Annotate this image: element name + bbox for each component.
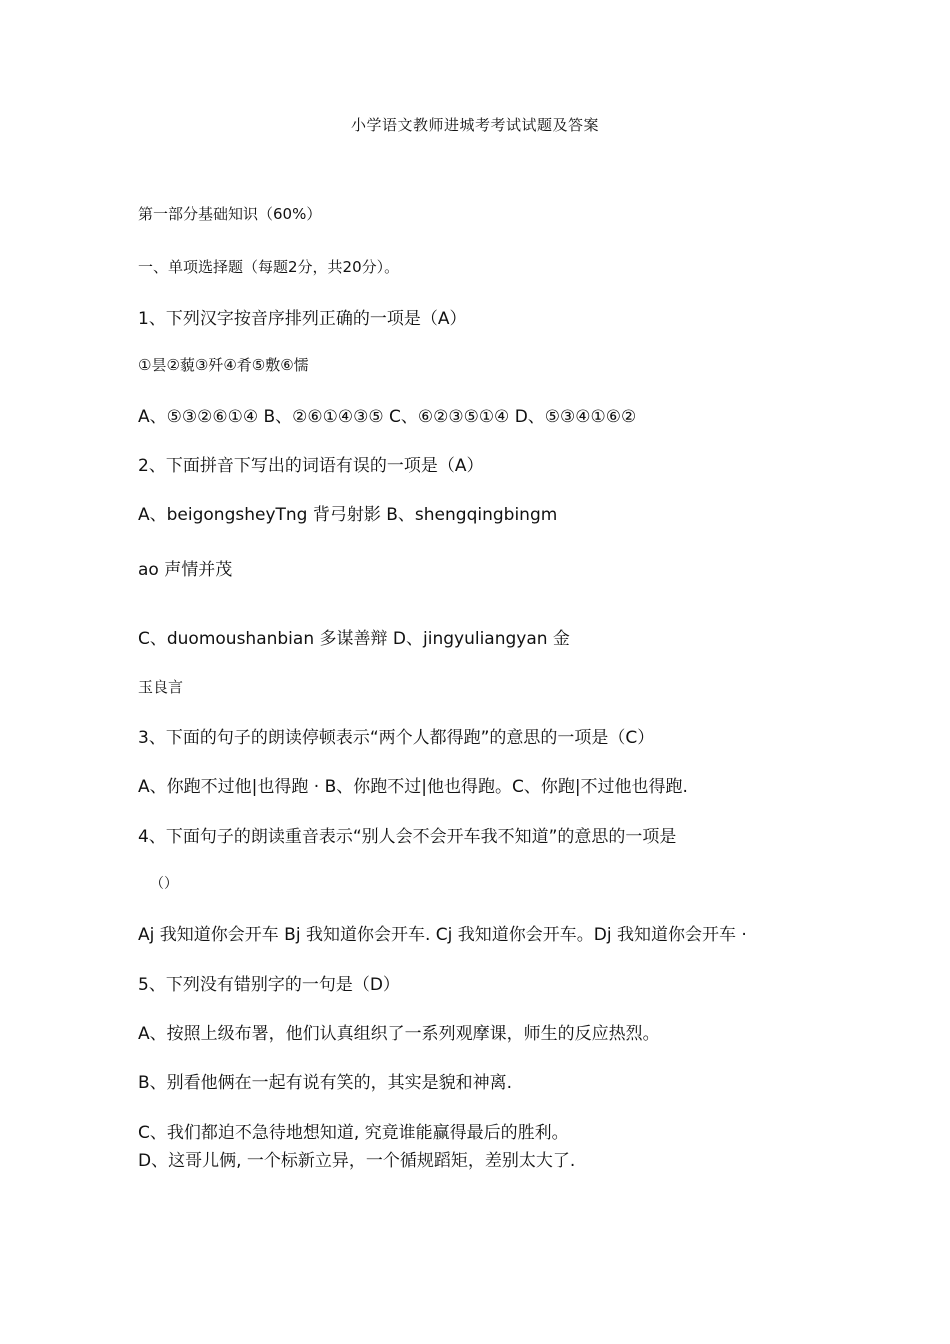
question-1: 1、下列汉字按音序排列正确的一项是（A） xyxy=(138,309,467,329)
question-3: 3、下面的句子的朗读停顿表示“两个人都得跑”的意思的一项是（C） xyxy=(138,728,655,748)
question-4: 4、下面句子的朗读重音表示“别人会不会开车我不知道”的意思的一项是 xyxy=(138,827,677,847)
question-4-options: Aj 我知道你会开车 Bj 我知道你会开车. Cj 我知道你会开车。Dj 我知道你会开车 · xyxy=(138,925,747,945)
question-5: 5、下列没有错别字的一句是（D） xyxy=(138,975,400,995)
question-5-option-d: D、这哥儿俩, 一个标新立异，一个循规蹈矩，差别太大了. xyxy=(138,1151,576,1171)
question-5-option-a: A、按照上级布署，他们认真组织了一系列观摩课，师生的反应热烈。 xyxy=(138,1024,660,1044)
question-3-options: A、你跑不过他|也得跑 · B、你跑不过|他也得跑。C、你跑|不过他也得跑. xyxy=(138,777,688,797)
document-title: 小学语文教师进城考考试试题及答案 xyxy=(350,116,599,134)
question-1-options: A、⑤③②⑥①④ B、②⑥①④③⑤ C、⑥②③⑤①④ D、⑤③④①⑥② xyxy=(138,407,637,427)
question-2-options-ab: A、beigongsheyTng 背弓射影 B、shengqingbingm xyxy=(138,505,558,525)
question-5-option-b: B、别看他俩在一起有说有笑的，其实是貌和神离. xyxy=(138,1073,513,1093)
question-2-options-cd: C、duomoushanbian 多谋善辩 D、jingyuliangyan 金 xyxy=(138,629,570,649)
question-4-answer-blank: （） xyxy=(150,876,178,892)
question-5-option-c: C、我们都迫不急待地想知道, 究竟谁能赢得最后的胜利。 xyxy=(138,1123,569,1143)
section-heading: 第一部分基础知识（60%） xyxy=(138,205,322,223)
question-2-options-b-cont: ao 声情并茂 xyxy=(138,560,233,580)
question-group-heading: 一、单项选择题（每题2分，共20分）。 xyxy=(138,258,400,276)
question-2: 2、下面拼音下写出的词语有误的一项是（A） xyxy=(138,456,484,476)
question-1-characters: ①昙②藐③歼④肴⑤敷⑥懦 xyxy=(138,356,309,374)
question-2-options-d-cont: 玉良言 xyxy=(138,678,184,696)
